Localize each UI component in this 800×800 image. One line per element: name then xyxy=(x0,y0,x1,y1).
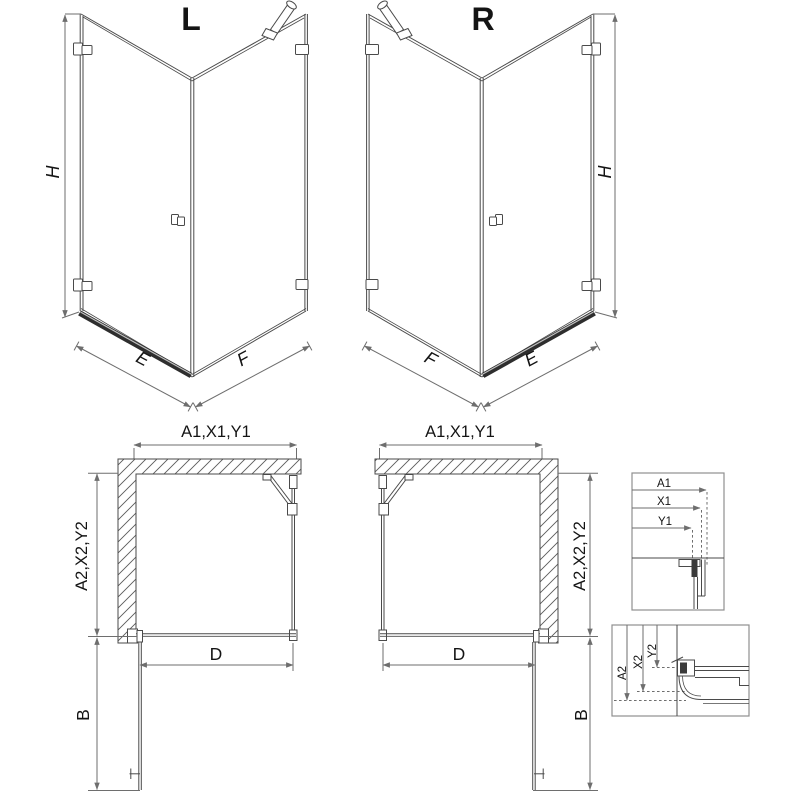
dim-label-a2-left: A2,X2,Y2 xyxy=(73,521,91,591)
door-knob-icon xyxy=(490,215,503,226)
dim-f xyxy=(362,342,481,412)
iso-view-left xyxy=(43,0,312,411)
stabilizer-bar-icon xyxy=(262,0,298,40)
door-leaf-plan xyxy=(130,631,143,791)
fixed-glass-plan xyxy=(379,476,387,641)
dim-label-a2-right: A2,X2,Y2 xyxy=(571,521,589,591)
dim-height xyxy=(593,14,617,318)
wall-bracket-bottom-icon xyxy=(366,280,378,290)
dim-a1 xyxy=(134,445,297,459)
dim-b xyxy=(73,638,140,791)
dim-label-d-right: D xyxy=(452,644,466,664)
dim-arrow-a2 xyxy=(617,625,629,700)
dim-arrow-a1 xyxy=(632,478,706,490)
dim-label-a1-left: A1,X1,Y1 xyxy=(181,423,251,441)
dim-label-x2: X2 xyxy=(633,654,645,670)
wall-profile-section xyxy=(632,558,724,609)
wall-section xyxy=(375,459,558,643)
hinge-top-icon xyxy=(74,43,93,55)
fixed-panel xyxy=(367,14,484,377)
dim-label-d-left: D xyxy=(209,644,223,664)
dim-label-f-right: F xyxy=(421,347,441,371)
dim-label-b-left: B xyxy=(73,709,93,721)
fixed-glass-plan xyxy=(290,476,298,641)
dim-a1 xyxy=(380,445,543,459)
dim-label-b-right: B xyxy=(571,709,591,721)
hinge-bottom-icon xyxy=(74,279,93,291)
dim-label-f-left: F xyxy=(233,347,253,371)
floor-profile-section xyxy=(672,657,750,704)
dim-d xyxy=(140,643,293,671)
dim-label-a1: A1 xyxy=(656,478,672,490)
dim-e xyxy=(481,342,600,412)
dim-arrow-y1 xyxy=(632,516,691,528)
dim-label-e-left: E xyxy=(132,347,153,371)
dim-e xyxy=(74,342,193,412)
view-title-right: R xyxy=(471,1,495,37)
dim-label-h-left: H xyxy=(43,165,63,179)
dim-label-y1: Y1 xyxy=(657,516,673,528)
wall-section xyxy=(118,459,301,643)
dim-label-a2: A2 xyxy=(617,665,629,681)
sill-line xyxy=(136,634,296,637)
dim-arrow-x1 xyxy=(632,496,700,508)
plan-view-right xyxy=(375,423,598,791)
dim-f xyxy=(193,342,312,412)
wall-bracket-top-icon xyxy=(366,45,379,55)
iso-view-right xyxy=(362,0,617,411)
dim-height xyxy=(43,14,81,318)
fixed-panel xyxy=(191,14,308,377)
detail-box-bottom xyxy=(612,625,749,716)
dim-b xyxy=(533,638,598,791)
detail-box-top xyxy=(632,473,724,610)
dim-label-e-right: E xyxy=(521,347,542,371)
reference-dashes xyxy=(693,492,708,567)
door-knob-icon xyxy=(172,215,185,226)
dim-arrow-y2 xyxy=(647,625,659,667)
sill-line xyxy=(380,634,540,637)
view-title-left: L xyxy=(181,1,201,37)
dim-arrow-x2 xyxy=(633,625,645,691)
wall-bracket-top-icon xyxy=(296,45,309,55)
hinge-top-icon xyxy=(582,43,601,55)
dim-label-h-right: H xyxy=(595,165,615,179)
dim-label-x1: X1 xyxy=(656,496,672,508)
dim-label-y2: Y2 xyxy=(647,643,659,659)
door-leaf-plan xyxy=(533,631,545,791)
stabilizer-bar-icon xyxy=(376,0,412,40)
hinge-bottom-icon xyxy=(582,279,601,291)
wall-bracket-bottom-icon xyxy=(296,280,308,290)
dim-label-a1-right: A1,X1,Y1 xyxy=(425,423,495,441)
dim-d xyxy=(383,643,535,671)
plan-view-left xyxy=(73,423,301,791)
